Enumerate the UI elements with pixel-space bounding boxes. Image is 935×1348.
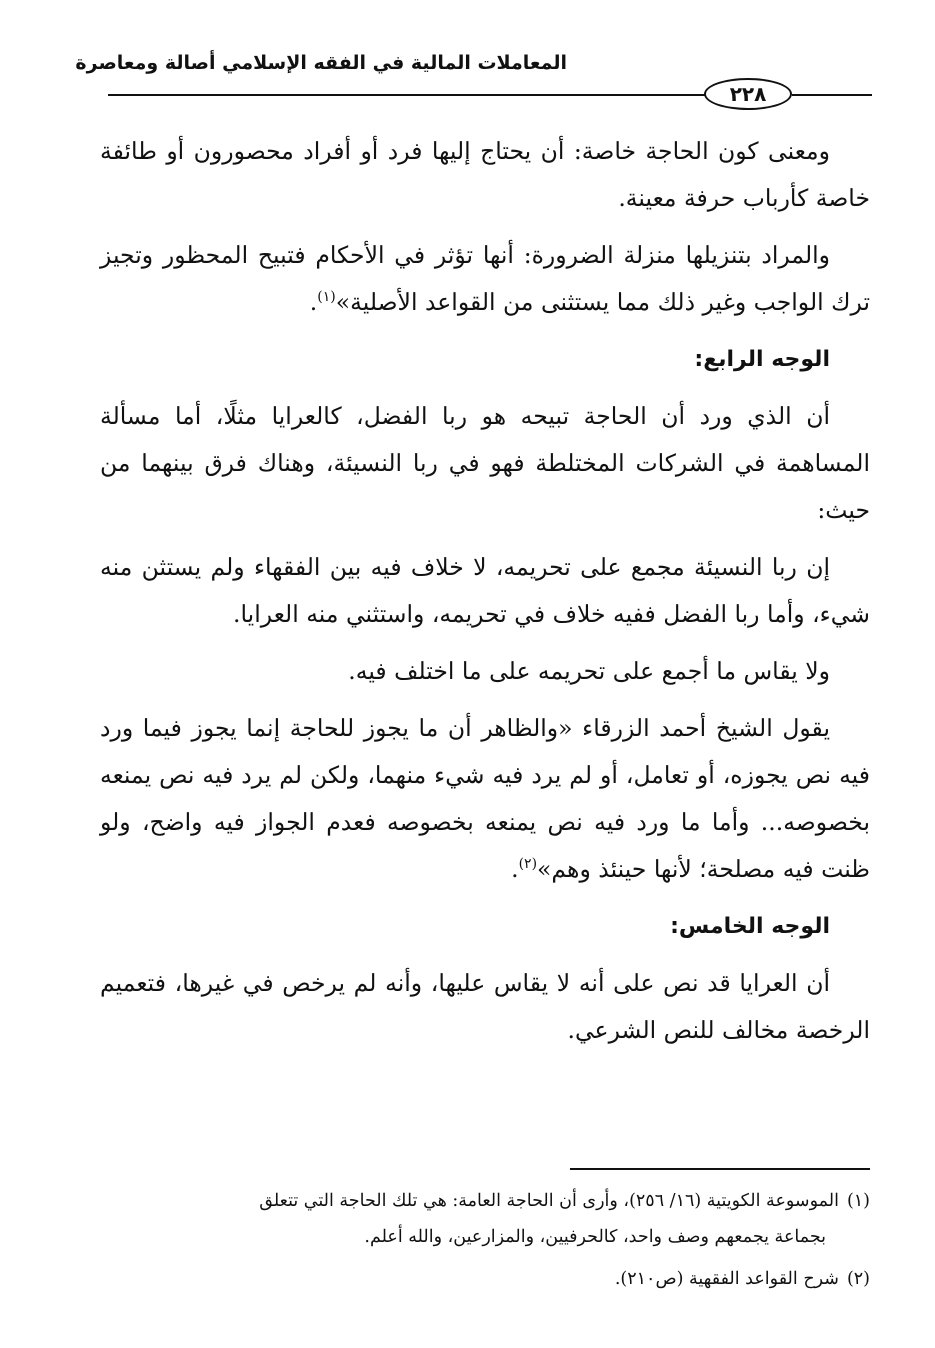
- page-number: ٢٢٨: [704, 78, 792, 110]
- footnote: [100, 1183, 870, 1255]
- footnote-line: [100, 1183, 870, 1219]
- footnote-number: (١): [846, 1191, 870, 1211]
- footnotes: [100, 1183, 870, 1303]
- footnote-text: شرح القواعد الفقهية (ص٢١٠).: [614, 1269, 839, 1289]
- header-rule: [108, 94, 706, 96]
- footnote: [100, 1261, 870, 1297]
- paragraph: إن ربا النسيئة مجمع على تحريمه، لا خلاف فيه بين الفقهاء ولم يستثن منه شيء، وأما ربا الفضل ففيه خلاف في تحريمه، واستثني منه العرايا.: [100, 553, 870, 628]
- footnote-text-continued: بجماعة يجمعهم وصف واحد، كالحرفيين، والمزارعين، والله أعلم.: [364, 1227, 826, 1247]
- paragraph: [100, 705, 870, 893]
- paragraph-end: .: [511, 855, 519, 883]
- footnote-number: (٢): [846, 1269, 870, 1289]
- header-rule-end: [792, 94, 872, 96]
- main-text: [100, 128, 870, 1064]
- paragraph: ومعنى كون الحاجة خاصة: أن يحتاج إليها فرد أو أفراد محصورون أو طائفة خاصة كأرباب حرفة معينة.: [100, 137, 870, 212]
- paragraph: أن العرايا قد نص على أنه لا يقاس عليها، وأنه لم يرخص في غيرها، فتعميم الرخصة مخالف للنص الشرعي.: [100, 969, 870, 1044]
- footnote-ref: (٢): [518, 856, 538, 873]
- section-heading: الوجه الخامس:: [670, 914, 830, 939]
- running-title: المعاملات المالية في الفقه الإسلامي أصالة ومعاصرة: [75, 52, 567, 74]
- footnote-line: [100, 1261, 870, 1297]
- paragraph: ولا يقاس ما أجمع على تحريمه على ما اختلف فيه.: [348, 657, 830, 685]
- section-heading: الوجه الرابع:: [694, 347, 830, 372]
- paragraph: [100, 232, 870, 326]
- paragraph-text: يقول الشيخ أحمد الزرقاء «والظاهر أن ما يجوز للحاجة إنما يجوز فيما ورد فيه نص يجوزه، أو تعامل، أو لم يرد فيه شيء منهما، ولكن لم يرد فيه نص يمنعه بخصوصه... وأما ما ورد فيه نص يمنعه بخصوصه فعدم الجواز فيه واضح، ولو ظنت فيه مصلحة؛ لأنها حينئذ وهم»: [100, 714, 870, 883]
- footnote-ref: (١): [317, 289, 336, 306]
- footnote-separator: [570, 1168, 870, 1170]
- paragraph: أن الذي ورد أن الحاجة تبيحه هو ربا الفضل، كالعرايا مثلًا، أما مسألة المساهمة في الشركات المختلطة فهو في ربا النسيئة، وهناك فرق بينهما من حيث:: [100, 402, 870, 524]
- paragraph-end: .: [309, 288, 318, 316]
- footnote-text: الموسوعة الكويتية (١٦/ ٢٥٦)، وأرى أن الحاجة العامة: هي تلك الحاجة التي تتعلق: [259, 1191, 839, 1211]
- paragraph-text: والمراد بتنزيلها منزلة الضرورة: أنها تؤثر في الأحكام فتبيح المحظور وتجيز ترك الواجب وغير ذلك مما يستثنى من القواعد الأصلية»: [100, 241, 870, 316]
